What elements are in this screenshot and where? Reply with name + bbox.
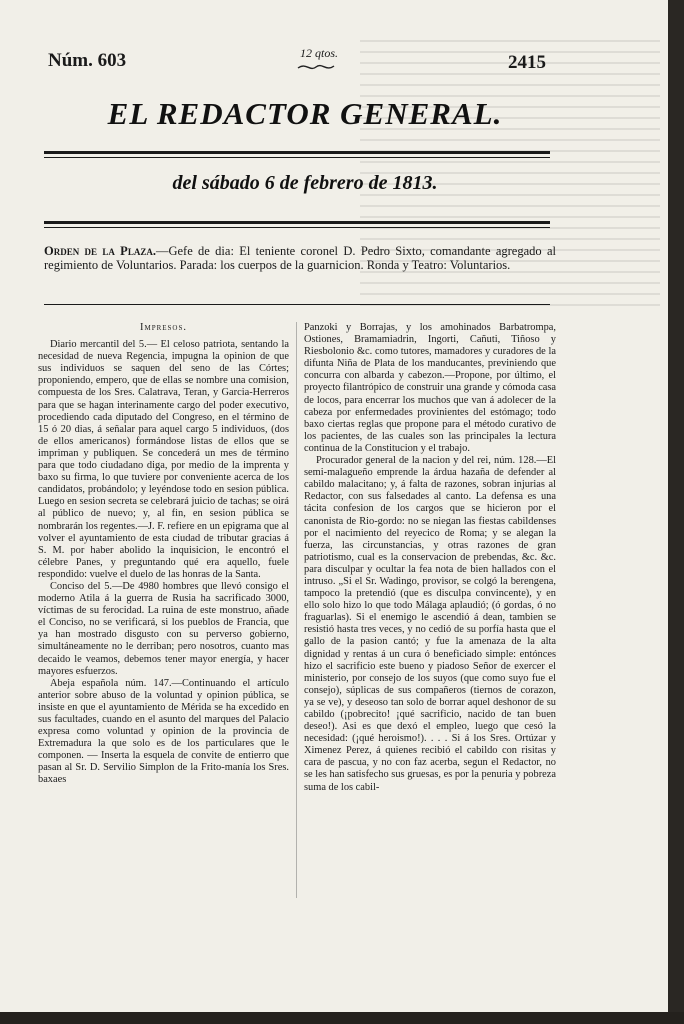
- scan-border-bottom: [0, 1012, 684, 1024]
- masthead-rule-top: [44, 151, 550, 154]
- column-divider: [296, 322, 297, 898]
- masthead-rule-thin: [44, 157, 550, 158]
- section-heading: Impresos.: [140, 322, 187, 333]
- section-rule: [44, 304, 550, 305]
- issue-date: del sábado 6 de febrero de 1813.: [172, 172, 438, 194]
- column-right: [304, 322, 556, 794]
- paragraph-abeja-espanola: Abeja española núm. 147.—Continuando el artículo anterior sobre abuso de la voluntad y opinion pública, se insiste en que el ayuntamiento de Mérida se ha excedido en sus facultades, cuando en el asunto del marques del Palacio expresa como voluntad y opinion de la provincia de Extremadura la que solo es de los particulares que le componen. — Inserta la esquela de convite de entierro que pasan al Sr. D. Servilio Simplon de la Frito-manía los Sres. baxaes: [38, 677, 289, 786]
- paragraph-procurador-general: Procurador general de la nacion y del rei, núm. 128.—El semi-malagueño emprende la árdua hazaña de defender al cabildo malacitano; y, á falta de razones, sobran injurias al Redactor, con sus falsedades al canto. La defensa es una tácita confesion de los cargos que se hicieron por el canonista de Rio-gordo: no se niegan las fiestas cabildenses por el nacimiento del reyecico de Roma; y se alegan la fuerza, las circunstancias, y otras razones de gran patriotismo, cual es la conservacion de prebendas, &c. &c. para disculpar y ocultar la fea nota de bien hallados con el intruso. „Si el Sr. Wadingo, provisor, se colgó la berengena, tampoco la pretendió (que es disculpa convincente), y en ello solo hizo lo que todo Málaga aplaudió; (ó gordas, ó no fraguarlas). Si el enemigo le ascendió á dean, tambien se resistió hasta tres veces, y no cedió de su porfía hasta que el gallo de la pasion cantó; y fue la amenaza de la alta dignidad y rentas á un cura ó beneficiado simple: entónces hizo el sacrificio este bueno y piadoso Señor de exercer el ministerio, por consejo de los suyos (que como suyo fue el consejo), súplicas de sus compañeros (tiernos de corazon, ya se ve), y deseoso tan solo de borrar aquel deshonor de su cabildo (¡pobrecito! ¡qué sacrificio, nacido de tan buen deseo!). Asi es que dexó el empleo, luego que cesó la necesidad: (¡qué heroismo!). . . . Si á los Sres. Ortúzar y Ximenez Perez, á quienes recibió el cabildo con risitas y cara de pascua, y no con faz acerba, segun el Redactor, no se les han satisfecho sus gruesas, es por la penuria y pobreza suma de los cabil-: [304, 455, 556, 793]
- paragraph-panzoki: Panzoki y Borrajas, y los amohinados Barbatrompa, Ostiones, Bramamiadrin, Ingorti, Cañuti, Tiñoso y Riesbolonio &c. como tutores, mamadores y curadores de la difunta Niña de Plata de los manducantes, previniendo que concurra con albarda y cabezon.—Propone, por último, el proyecto filantrópico de construir una grande y cómoda casa de locos, para encerrar los muchos que van á adolecer de la cabeza por enfermedades provinientes del estómago; todo baxo ciertas reglas que propone para el método curativo de los pacientes, de las cuales son las principales la lectura continua de la Constitucion y el trabajo.: [304, 322, 556, 454]
- masthead-title: EL REDACTOR GENERAL.: [107, 96, 503, 131]
- orden-text: —Gefe de dia: El teniente coronel D. Pedro Sixto, comandante agregado al regimiento de Voluntarios. Parada: los cuerpos de la guarnicion. Ronda y Teatro: Voluntarios.: [44, 244, 556, 272]
- page-number: 2415: [508, 52, 546, 73]
- column-left: [38, 322, 289, 787]
- date-rule-thick: [44, 221, 550, 224]
- flourish-ornament: [296, 62, 336, 72]
- paragraph-diario-mercantil: Diario mercantil del 5.— El celoso patriota, sentando la necesidad de nueva Regencia, impugna la opinion de que sus individuos se saquen del seno de las Córtes; proponiendo, empero, que de ellas se nombre una comision, compuesta de los Sres. Calatrava, Teran, y Garcia-Herreros para que se hagan interinamente cargo del poder executivo, procediendo cada diputado del Congreso, en el término de 15 ó 20 dias, á señalar para aquel cargo 5 individuos, (dos de ellos americanos) formándose listas de ellos que se impriman y publiquen. Se concederá un mes de término para que todo ciudadano diga, por medio de la imprenta y baxo su firma, lo que tuviere por conveniente acerca de los candidatos, probándolo; y leyéndose todo en sesion pública. Luego en sesion secreta se celebrará juicio de tachas; se oirá al público de nuevo; y, al fin, en sesion pública se nombrarán los regentes.—J. F. refiere en un epigrama que al volver el ayuntamiento de esta ciudad de tributar gracias á S. M. por haber abolido la inquisicion, le encontró el célebre Panes, y preguntando qué era aquello, fuele respondido: vuelve el duelo de las honras de la Santa.: [38, 339, 289, 580]
- orden-label: Orden de la Plaza.: [44, 244, 156, 258]
- orden-de-la-plaza: [44, 244, 556, 272]
- issue-number: Núm. 603: [48, 50, 127, 71]
- paragraph-conciso: Conciso del 5.—De 4980 hombres que llevó consigo el moderno Atila á la guerra de Rusia ha sacrificado 3000, víctimas de su ferocidad. La ruina de este monstruo, añade el Conciso, no se verificará, si los pueblos de Francia, que ya han mostrado disgusto con su perverso gobierno, simultáneamente no le derriban; pero nosotros, cuanto mas decaido le veamos, debemos tener mayor energía, y hacer mayores esfuerzos.: [38, 580, 289, 677]
- issue-price: 12 qtos.: [300, 46, 339, 60]
- date-rule-thin: [44, 227, 550, 228]
- scan-border-right: [668, 0, 684, 1024]
